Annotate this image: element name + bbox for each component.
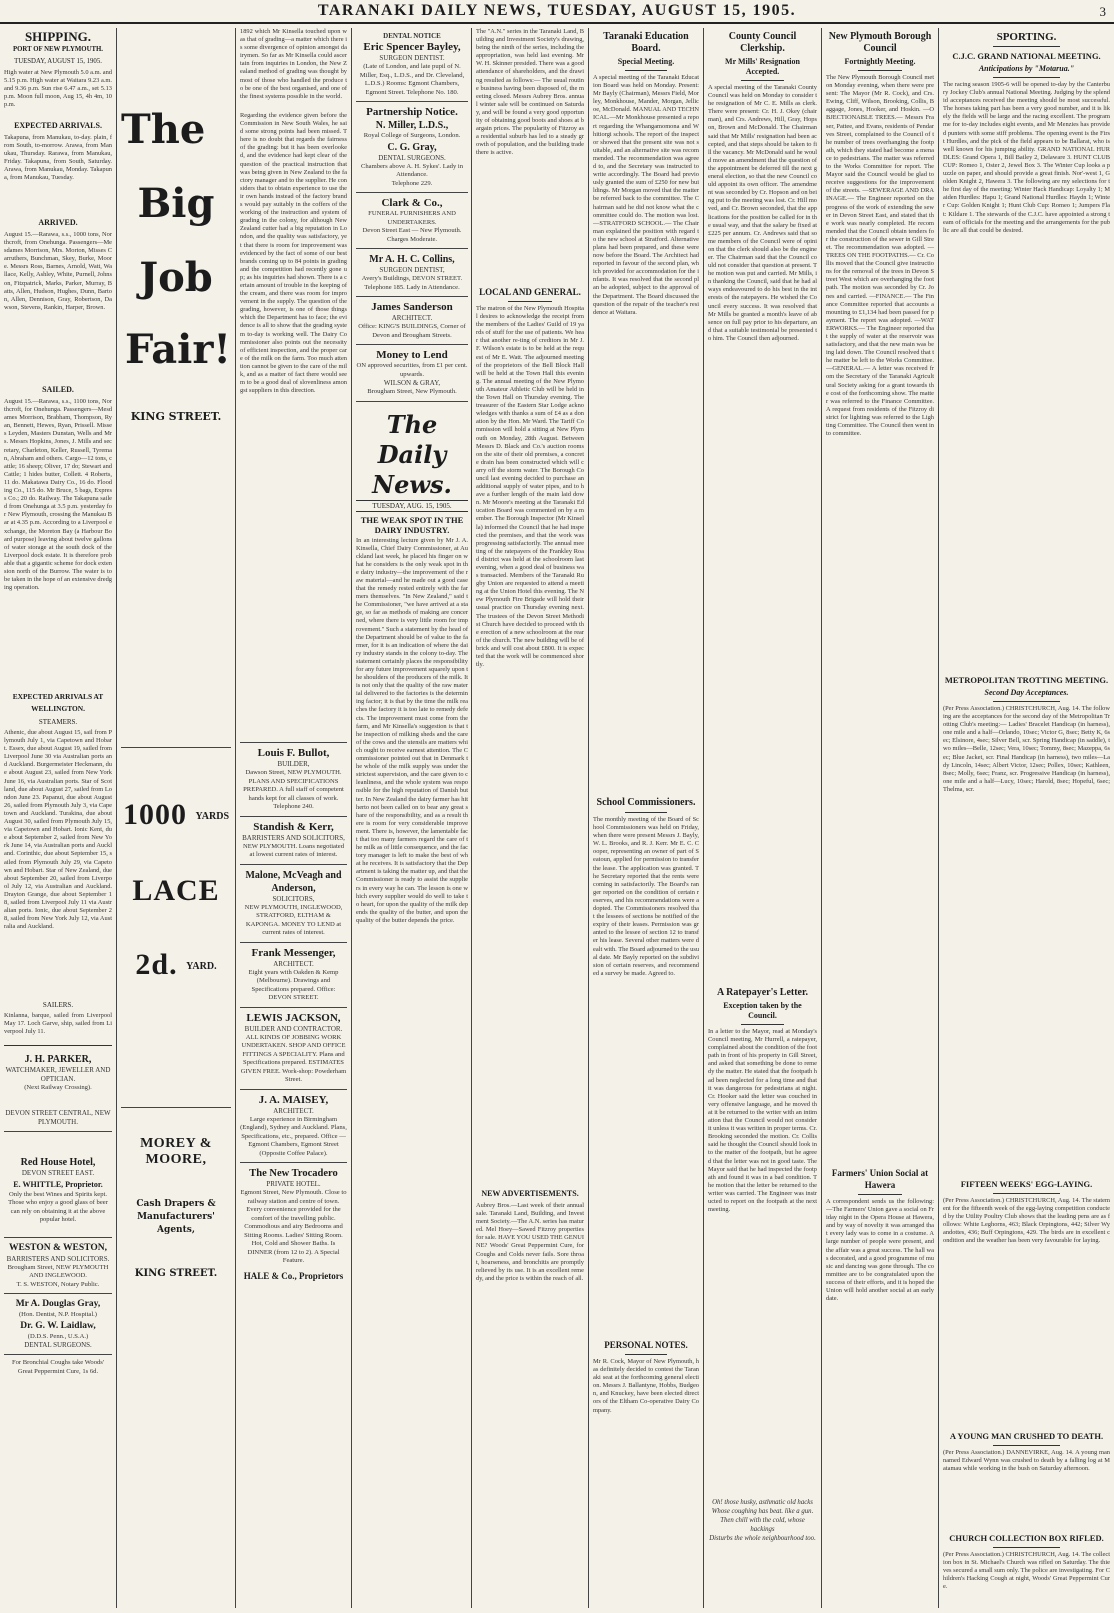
cjc-heading: C.J.C. GRAND NATIONAL MEETING. <box>952 51 1101 61</box>
col1-footer-ad: For Bronchial Coughs take Woods' Great Peppermint Cure, 1s 6d. <box>11 1359 105 1375</box>
clark-address: Devon Street East — New Plymouth. <box>362 227 462 234</box>
trocadero-advert <box>240 1163 347 1287</box>
borough-council-heading: New Plymouth Borough Council <box>828 31 932 54</box>
hotel-proprietor: E. WHITTLE, Proprietor. <box>13 1179 103 1189</box>
trocadero-name: The New Trocadero <box>249 1168 338 1179</box>
advert-word-job: Job <box>139 254 213 301</box>
education-board-heading: Taranaki Education Board. <box>603 31 689 54</box>
arrived-heading: ARRIVED. <box>38 218 78 227</box>
church-box-heading: CHURCH COLLECTION BOX RIFLED. <box>949 1533 1104 1543</box>
lace-word: LACE <box>132 874 220 908</box>
malone-advert <box>240 865 347 943</box>
column-county-council <box>704 28 822 1608</box>
weston-notary: T. S. WESTON, Notary Public. <box>16 1280 100 1288</box>
collins-sub: SURGEON DENTIST, <box>379 266 445 274</box>
expected-wellington-heading: EXPECTED ARRIVALS AT WELLINGTON. <box>12 692 104 713</box>
local-general-text: The matron of the New Plymouth Hospital desires to acknowledge the receipt from the members of the Ladies' Guild of 19 yards of stuff for the use of patients. We hear that another re-ting of creditors in Mr J. F. Wilson's estate is to be held at the request of Mr E. Watt. The adjourned meeting of the proprietors of the Bell Block Hall will be held at the Town Hall this evening. The annual meeting of the New Plymouth Amateur Athletic Club will be held in the Town Hall on Thursday evening. The treasurer of the Eastern Star Lodge acknowledges with thanks a sum of £4 as a donation by the Hon. Mr Ward. The Tariff Commission will hold a sitting at New Plymouth on Monday, 28th August. Between Messrs D. Black and Co.'s auction rooms on the site of their old premises, a concrete drain has been constructed which will carry off the storm water. The Borough Council last evening decided to purchase an additional supply of water pipes, and to have a further length of the main laid down. Mr Moore's meeting at the Taranaki Education Board was commented on by a member. The Borough Inspector (Mr Kinsella) informed the Council that he had inspected the premises, and that the work was progressing satisfactorily. The annual meeting of the ratepayers of the Frankley Road district was held at the schoolroom last evening, when a good deal of business was transacted. Members of the Taranaki Rugby Union are requested to attend a meeting at the Union Hotel this evening. The New Plymouth Fire Brigade will hold their usual practice on Thursday evening next. The trustees of the Devon Street Methodist Church have decided to proceed with the erection of a new schoolroom at the rear of the church. The new building will be of brick and will cost about £800. It is expected that the work will be commenced shortly. <box>476 305 584 669</box>
verse-line-4: Disturbs the whole neighbourhood too. <box>709 1535 816 1542</box>
spencer-sub: SURGEON DENTIST. <box>379 54 445 62</box>
col3-article-body: Regarding the evidence given before the Commission in New South Wales, he said some strong points had been missed. There is no doubt that regards the fairness of the grading: but it has been overlooked, and the evidence had kept clear of the question of the practical instruction that was being given in New Zealand to the factory manager and to the supplier. He considers that to obtain experience to use their own hands instead of the factory brands would pay suitably in the coffers of the working of the instruction and system of grading in the colony, for although New Zealand cutter had a big reputation in London, and the quality was satisfactory, yet that there is room for improvement was evidenced by the fact of some of our best brands coming up to 84 points in grading and the competition had recently gone up; as his inquiries had shown. There is a certain amount of trouble in the keeping of the cream, and there was room for improvement in the supply. The question of the grading, however, is one of those things which the Department has to face; the evidence is all to show that the grading system to-day is working well. The Dairy Commissioner also points out the necessity of efficient inspection, and the proper care of the milk on the farm. Too much attention cannot be given to the care of the milk, and as a matter of fact there would seem to be a good deal of slovenliness amongst suppliers in this direction. <box>240 112 347 395</box>
laidlaw-name: Dr. G. W. Laidlaw, <box>20 1320 96 1331</box>
ratepayer-letter-heading: A Ratepayer's Letter. <box>717 987 808 998</box>
trocadero-sub: PRIVATE HOTEL. <box>266 1180 321 1188</box>
standish-sub: BARRISTERS AND SOLICITORS, <box>242 833 345 842</box>
hotel-copy: Only the best Wines and Spirits kept. Those who enjoy a good glass of beer can rely on obtaining it at the above popular hotel. <box>8 1190 108 1223</box>
ratepayer-letter-text: In a letter to the Mayor, read at Monday's Council meeting, Mr Hurrell, a ratepayer, complained about the condition of the footpath in front of his property in Gill Street, and asked that something be done to remedy the matter. He stated that the footpath had been neglected for a long time and that it was dangerous for pedestrians at night. Cr. Hooker said the letter was couched in very offensive language, and he moved that it be returned to the writer with an intimation that the Council would not consider it unless it was written in proper terms. Cr. Brooking seconded the motion. Cr. Collis said he thought the Council should look into the matter of the footpath, but he agreed that the letter was not in good taste. The Mayor said that he had inspected the footpath and found it was in a bad condition. The motion that the letter be returned to the writer was carried. The Engineer was instructed to report on the footpath at the next meeting. <box>708 1028 817 1214</box>
column-shipping <box>0 28 117 1608</box>
bullot-name: Louis F. Bullot, <box>257 747 330 759</box>
cjc-subhead: Anticipations by "Motarua." <box>978 64 1075 73</box>
education-board-subhead: Special Meeting. <box>617 57 675 66</box>
steamers-heading: STEAMERS. <box>38 718 78 726</box>
sailed-text: August 15.—Rarawa, s.s., 1100 tons, Northcroft, for Onehunga. Passengers—Mesdames Morrison, Brabham, Thompson, Ryan, Bennett, Hewes, Ryan, Prissell. Misses Leyden, Masters Dunstan, Wells and Mrs. Messrs Hopkins, Jones, J. Mills and secretary, Charleton, Keller, Russell, Tyreman, Abraham and others. Cargo—12 tons, cattle; 16 sheep; Oliver, 17 do; Stewart and Cattle; 1 hides butter, Collett. 4 Roberts, 11 do. Makatawa Dairy Co., 16 do. Flooding Co., 115 do. Mr Bruce, 5 bags, Express Co.; 20 do. Railway. The Takapuna sailed from Onehunga at 3.5 p.m. yesterday for New Plymouth, crossing the Manukau Bar at 4.35 p.m. According to a Liverpool exchange, the Moreton Bay (a Harbour Board purpose) leaving about twelve gallons of water storage at the south dock of the Liverpool dock estate. It is therefore probable that a gigantic scheme for dock extension north of the Burrow. The water is to be taken in the hope of an extensive dredging operation. <box>4 398 112 592</box>
money-heading: Money to Lend <box>376 349 448 361</box>
morey-moore-advert <box>121 1108 231 1280</box>
farmers-union-heading: Farmers' Union Social at Hawera <box>831 1168 929 1190</box>
sailers-heading: SAILERS. <box>42 1001 74 1009</box>
clerkship-subhead: Mr Mills' Resignation Accepted. <box>725 57 800 76</box>
clark-name: Clark & Co., <box>381 197 443 209</box>
lace-price-value: 2d. <box>135 948 178 982</box>
verse-line-1: Oh! those husky, asthmatic old hacks <box>712 1499 813 1506</box>
trotting-heading: METROPOLITAN TROTTING MEETING. <box>944 675 1109 685</box>
church-box-text: (Per Press Association.) CHRISTCHURCH, Aug. 14. The collection box in St. Michael's Church was rifled on Saturday. The thieves secured a small sum only. The police are investigating. For Children's Hacking Cough at night, Woods' Great Peppermint Cure. <box>943 1551 1110 1591</box>
weston-name: WESTON & WESTON, <box>9 1242 107 1253</box>
col3-top-continuation: 1892 which Mr Kinsella touched upon was that of grading—a matter which there is some divergence of opinion amongst dairymen. So far as Mr Kinsella could ascertain from inquiries in London, the New Zealand method of grading was thought by most of those who handled the produce to be one of the best organised, and one of the finest systems possible in the world. <box>240 28 347 100</box>
money-advert <box>356 345 468 402</box>
new-ads-heading: NEW ADVERTISEMENTS. <box>481 1189 579 1198</box>
wilson-address: Brougham Street, New Plymouth. <box>367 388 457 395</box>
verse-line-3: Then chill with the cold, whose hackings <box>720 1517 805 1533</box>
cjc-text: The racing season 1905-6 will be opened to-day by the Canterbury Jockey Club's annual National Meeting. Judging by the splendid acceptances received the meeting should be most successful. The horses taking part has been a very good number, and it is likely the fields will be large and the racing excellent. The programme for to-day includes eight events, and Mr Menzies has provided punters with some stiff problems. The opening event is the First Hurdles, and the pick of the field appears to be Ballarat, who is well known for his jumping ability. GRAND NATIONAL HURDLES: Grand Opera 1, Bill Bailey 2, Delaware 3. HUNT CLUB CUP: Romeo 1, Oster 2, Jewel Box 3. The Winter Cup looks a puzzle on paper, and should provide a great finish. Nor'-west 1, Golden Knight 2, Hawera 3. The following are my selections for the first day of the meeting: Winter Hack Handicap: Loyalty 1; Maiden Hurdles: Hapu 1; Grand National Hurdles: Haydn 1; Winter Cup: Golden Knight 1; Hunt Club Cup: Romeo 1; Jumpers Flat: Kildare 1. The stewards of the C.J.C. have appointed a strong team of officials for the meeting and the arrangements for the public are all that could be desired. <box>943 81 1110 234</box>
maisey-copy: Large experience in Birmingham (England), Sydney and Auckland. Plans, Specifications, etc., prepared. Office — Egmont Chambers, Egmont Street (Opposite Coffee Palace). <box>240 1115 347 1157</box>
partnership-phone: Telephone 229. <box>391 179 433 187</box>
ratepayer-letter-subhead: Exception taken by the Council. <box>723 1001 802 1020</box>
red-house-hotel-advert <box>4 1132 112 1238</box>
big-job-fair-advert <box>121 108 231 748</box>
malone-copy: NEW PLYMOUTH, INGLEWOOD, STRATFORD, ELTHAM & KAPONGA. MONEY TO LEND at current rates of interest. <box>244 903 343 936</box>
weston-advert <box>4 1238 112 1295</box>
tide-table: High water at New Plymouth 5.0 a.m. and 5.15 p.m. High water at Waitara 9.23 a.m. and 9.36 p.m. Sun rise 6.47 a.m., set 5.13 p.m. Moon full moon, Aug 15, 4h 4m, 10 p.m. <box>4 69 112 109</box>
morey-moore-street: KING STREET. <box>134 1268 218 1279</box>
local-general-heading: LOCAL AND GENERAL. <box>479 287 581 297</box>
editorial-paper-title: The Daily News. <box>372 409 452 499</box>
parker-name: J. H. PARKER, <box>24 1054 92 1065</box>
editorial-leader-heading: THE WEAK SPOT IN THE DAIRY INDUSTRY. <box>360 514 464 535</box>
directory-and-leader <box>352 28 472 1608</box>
lace-price-unit: YARD. <box>186 961 217 973</box>
gray-laidlaw-advert <box>4 1294 112 1355</box>
hotel-name: Red House Hotel, <box>20 1156 96 1168</box>
sanderson-name: James Sanderson <box>371 301 453 313</box>
trocadero-proprietors: HALE & Co., Proprietors <box>243 1270 344 1281</box>
clerkship-text: A special meeting of the Taranaki County Council was held on Monday to consider the resignation of Mr C. E. Mills as clerk. There were present: Cr. H. J. Okey (chairman), and Crs. Andrews, Hill, Gray, Hopson, Brown and McDonald. The Chairman said that Mr Mills' resignation had been accepted, and that steps should be taken to fill the vacancy. Mr McDonald said he would move an amendment that the question of the appointment be deferred till the next general election, so that the new Council could appoint its own officer. The amendment was seconded by Cr. Hopson and on being put to the meeting was lost. Cr. Hill moved, and Cr. Brown seconded, that the applications for the position be called for in the usual way, and that the salary be fixed at £225 per annum. Cr. Andrews said that some members of the Council were of opinion that the clerk should also be the engineer. The Chairman said that the Council could not consider that question at present. The motion was put and carried. Mr Mills, in thanking the Council, said that he had always endeavoured to do his best in the interests of the ratepayers. He wished the Council every success. It was resolved that Mr Mills be granted a month's leave of absence on full pay prior to his departure, and that a suitable testimonial be presented to him. The Council then adjourned. <box>708 84 817 342</box>
gray-sub: (Hon. Dentist, N.P. Hospital.) <box>18 1311 98 1318</box>
crushed-heading: A YOUNG MAN CRUSHED TO DEATH. <box>949 1431 1104 1441</box>
trotting-subhead: Second Day Acceptances. <box>984 688 1069 697</box>
jackson-sub: BUILDER AND CONTRACTOR. <box>244 1024 343 1033</box>
shipping-heading: SHIPPING. <box>24 29 92 44</box>
sanderson-copy: Office: KING'S BUILDINGS, Corner of Devon and Brougham Streets. <box>358 323 466 339</box>
masthead <box>0 0 1114 24</box>
arrived-text: August 15.—Rarawa, s.s., 1000 tons, Northcroft, from Onehunga. Passengers—Mesdames Morrison, Mrs. Morton, Misses Carruthers, Bunchman, Skey, Burke, Moore. Messrs Ross, Barnes, Arnold, Watt, Wallace, Kelly, Ashley, White, Purnell, Johnson, Fitzpatrick, Marks, Parker, Murray, Batts, Allen, Hudson, Hughes, Dunn, Barton, Allen, Dennison, Gray, Robertson, Dawson, Stevens, Rankin, Harper, Brown. <box>4 231 112 311</box>
column-big-job-fair <box>117 28 236 1608</box>
bullot-advert <box>240 742 347 817</box>
parker-street: DEVON STREET CENTRAL, NEW PLYMOUTH. <box>5 1108 111 1126</box>
bullot-sub: BUILDER, <box>277 760 310 768</box>
verse-line-2: Whose coughing has beat. like a gun. <box>711 1508 814 1515</box>
egg-laying-text: (Per Press Association.) CHRISTCHURCH, Aug. 14. The statement for the fifteenth week of the egg-laying competition conducted by the Utility Poultry Club shows that the leading pens are as follows: White Leghorns, 463; Black Orpingtons, 442; Silver Wyandottes, 436; Buff Orpingtons, 429. The birds are in excellent condition and the weather has been very favourable for laying. <box>943 1197 1110 1245</box>
gray-name-2: C. G. Gray, <box>387 141 437 153</box>
standish-copy: NEW PLYMOUTH. Loans negotiated at lowest current rates of interest. <box>242 842 345 858</box>
editorial-date: TUESDAY, AUG. 15, 1905. <box>356 500 468 512</box>
page-number: 3 <box>1099 4 1106 19</box>
advert-word-big: Big <box>137 180 215 227</box>
partnership-copy: Chambers above A. H. Sykes'. Lady in Attendance. <box>360 162 464 178</box>
money-copy: ON approved securities, from £1 per cent. upwards. <box>356 362 468 378</box>
lace-quantity-unit: YARDS <box>195 811 230 823</box>
malone-sub: SOLICITORS, <box>272 894 315 903</box>
column-education-board <box>589 28 704 1608</box>
messenger-sub: ARCHITECT. <box>273 959 314 968</box>
expected-arrivals-text: Takapuna, from Manukau, to-day. plain, from South, to-morrow. Arawa, from Manukau, Thursday. Rarawa, from Manukau, Friday. Takapuna, from South, Saturday. Arawa, from Manukau, Monday. Takapuna, from Manukau, Tuesday. <box>4 134 112 182</box>
wilson-gray: WILSON & GRAY, <box>383 379 441 387</box>
miller-name: N. Miller, L.D.S., <box>375 120 449 131</box>
weston-address: Brougham Street, NEW PLYMOUTH AND INGLEWOOD. <box>7 1263 109 1279</box>
miller-copy: Royal College of Surgeons, London. <box>363 132 461 139</box>
messenger-advert <box>240 943 347 1008</box>
column-professional-and-leader <box>236 28 472 1608</box>
lace-quantity-number: 1000 <box>122 798 187 831</box>
maisey-name: J. A. MAISEY, <box>258 1093 329 1106</box>
crushed-text: (Per Press Association.) DANNEVIRKE, Aug. 14. A young man named Edward Wynn was crushed to death by a falling log at Matamau while working in the bush on Saturday afternoon. <box>943 1449 1110 1473</box>
sailers-text: Kinlanna, barque, sailed from Liverpool May 17. Loch Garve, ship, sailed from Liverpool July 11. <box>4 1012 112 1036</box>
dental-notice-advert <box>356 28 468 102</box>
spencer-name: Eric Spencer Bayley, <box>363 41 461 53</box>
collins-copy: Avery's Buildings, DEVON STREET. Telephone 185. Lady in Attendance. <box>361 275 463 291</box>
clark-copy: Charges Moderate. <box>386 235 438 243</box>
sporting-heading: SPORTING. <box>996 31 1057 43</box>
school-commissioners-heading: School Commissioners. <box>596 797 696 808</box>
sailed-heading: SAILED. <box>42 385 74 394</box>
standish-name: Standish & Kerr, <box>253 820 334 833</box>
editorial-leader-text: In an interesting lecture given by Mr J. A. Kinsella, Chief Dairy Commissioner, at Auckland last week, he placed his finger on what he considers is the only weak spot in the dairy industry—the improvement of the raw material—and he made out a good case that the remedy rested entirely with the farmers themselves. "In New Zealand," said the Commissioner, "we have arrived at a stage, so far as methods of making are concerned, where there is very little room for improvement." Such a statement by the head of the Department should be of value to the farmer, for it is an indication of where the dairy industry stands in the colony to-day. The statement certainly places the responsibility for any future improvement squarely upon the shoulders of the producers of the milk. It is not only that the quality of the raw material delivered to the factories is the determining factor; it is that by the time the milk reaches the factory it is too late to remedy defects. The improvement must come from the farm, and Mr Kinsella's suggestion is that the inspection of milking sheds and the care of the cows and the utensils are matters which ought to receive earnest attention. The Commissioner pointed out that in Denmark the whole of the milk supply was under the strictest supervision, and the care given to cleanliness, and the whole system was responsible for the high reputation of Danish butter. In New Zealand the dairy farmer has hitherto not been called on to bear any great share of the responsibility, and as a result there is room for very considerable improvement. There is, however, the lamentable fact that too many farmers regard the care of the milk as of little consequence, and the factory manager is left to make the best of what he receives. It is satisfactory that the Department is taking the matter up, and that the Commissioner is ready to assist the suppliers in every way he can. The lesson is one which every supplier would do well to take to heart, for upon the quality of the milk depends the quality of the butter, and upon the quality of the butter depends the price. <box>356 536 468 924</box>
new-ads-text: Aubrey Bros.—Last week of their annual sale. Taranaki Land, Building, and Investment Society.—The A.N. series has matured. Mel Hoey—Sawed Fitzroy properties for sale. HAVE YOU USED THE GENUINE? Woods' Great Peppermint Cure, for Coughs and Colds never fails. Sore throat, hoarseness, and bronchitis are promptly relieved by its use. It is an excellent remedy, and the price is within the reach of all. <box>476 1202 584 1282</box>
school-commissioners-text: The monthly meeting of the Board of School Commissioners was held on Friday, when there were present Messrs J. Bayly, W. L. Brooks, and R. J. Kerr. Mr E. C. Cooper, representing an owner of part of Seatoun, applied for permission to transfer the lease. The application was granted. The Secretary reported that the rents were coming in satisfactorily. The Board's ranger reported on the condition of certain reserves, and his recommendations were adopted. The Commissioners resolved that the lessees of sections be notified of the expiry of their leases. Permission was granted to the lessee of section 12 to transfer his lease. Several other matters were dealt with. The Board adjourned to the usual date. Mr Bayly reported on the subdivision of certain reserves, and recommended a survey be made. Agreed to. <box>593 816 699 977</box>
advert-street: KING STREET. <box>130 410 222 423</box>
laidlaw-trade: DENTAL SURGEONS. <box>24 1341 92 1349</box>
spencer-copy: (Late of London, and late pupil of N. Miller, Esq., L.D.S., and Dr. Cleveland, L.D.S.) Rooms: Egmont Chambers, Egmont Street. Telephone No. 180. <box>359 63 465 96</box>
parker-trade: WATCHMAKER, JEWELLER AND OPTICIAN. <box>5 1066 111 1083</box>
steamers-text: Athenic, due about August 15, sail from Plymouth July 1, via Capetown and Hobart. Essex, due about August 19, sailed from Liverpool June 30 via Australian ports and Auckland. Burgermeister Heckmann, due about August 23, sailed from New York June 16, via Australian ports. Star of Scotland, due about August 27, sailed from London June 23. Papanui, due about August 26, sailed from Plymouth July 3, via Capetown and Auckland. Turakina, due about August 30, sailed from Plymouth July 15, via Capetown and Hobart. Ionic Kent, due about September 2, sailed from New York June 14, via Australian ports and Auckland. Corinthic, due about September 15, sailed from Plymouth July 29, via Capetown and Hobart. Star of New Zealand, due about September 20, sailed from Liverpool July 12, via Australian and Auckland. Drayton Grange, due about September 18, sailed from Liverpool July 11 via Australian ports. Ionic, due about September 28, sailed from New York July 12, via Australia and Auckland. <box>4 729 112 931</box>
jackson-name: LEWIS JACKSON, <box>246 1011 341 1024</box>
messenger-copy: Eight years with Oakden & Kemp (Melbourne). Drawings and Specifications prepared. Office: DEVON STREET. <box>248 968 339 1001</box>
lace-quantity <box>121 798 231 834</box>
column-local-general <box>472 28 589 1608</box>
advert-word-the: The <box>121 106 206 153</box>
clerkship-heading: County Council Clerkship. <box>728 31 797 54</box>
weston-trade: BARRISTERS AND SOLICITORS. <box>6 1254 110 1263</box>
borough-council-text: The New Plymouth Borough Council met on Monday evening, when there were present: The Mayor (Mr R. Cock), and Crs. Ewing, Cliff, Wilson, Brooking, Collis, Baggage, Jones, Hooker, and Hoskin. —OBJECTIONABLE TREES.— Messrs Fraser, Pattee, and Evans, residents of Pendarves Street, complained to the Council of the number of trees overhanging the footpath, which they stated had become a menace to pedestrians. The matter was referred to the Works Committee for report. The Mayor said the Council would be glad to receive suggestions for the improvement of the streets. —SEWERAGE AND DRAINAGE.— The Engineer reported on the progress of the work of extending the sewer in Devon Street East, and stated that the work was nearly completed. He recommended that the Council obtain tenders for the construction of the sewer in Gill Street. The recommendation was adopted. —TREES ON THE FOOTPATHS.— Cr. Collis moved that the Council give instructions for the removal of the trees in Devon Street West which are overhanging the footpath. The motion was seconded by Cr. Jones and carried. —FINANCE.— The Finance Committee reported that accounts amounting to £1,134 had been passed for payment. The report was adopted. —WATERWORKS.— The Engineer reported that the supply of water at the reservoir was satisfactory, and that the new main was being laid down. The Council resolved that the matter be left to the Works Committee. —GENERAL.— A letter was received from the Secretary of the Taranaki Agricultural Society asking for a grant towards the cost of the forthcoming show. The matter was referred to the Finance Committee. A request from residents of the Fitzroy district for lighting was referred to the Lighting Committee. The Council then went into committee. <box>826 74 934 438</box>
bullot-copy: Dawson Street, NEW PLYMOUTH. PLANS AND SPECIFICATIONS PREPARED. A full staff of competent hands kept for all classes of work. Telephone 240. <box>243 769 344 810</box>
borough-council-subhead: Fortnightly Meeting. <box>844 57 916 66</box>
collins-advert <box>356 249 468 297</box>
laidlaw-sub: (D.D.S. Penn., U.S.A.) <box>27 1332 89 1340</box>
parker-note: (Next Railway Crossing). <box>24 1084 92 1091</box>
parker-advert <box>4 1049 112 1132</box>
personal-notes-heading: PERSONAL NOTES. <box>604 1340 688 1350</box>
partnership-advert <box>356 102 468 193</box>
maisey-advert <box>240 1090 347 1164</box>
hotel-street: DEVON STREET EAST. <box>21 1168 95 1177</box>
malone-name: Malone, McVeagh and Anderson, <box>245 869 342 894</box>
port-line: PORT OF NEW PLYMOUTH. <box>12 46 104 53</box>
gray-name: Mr A. Douglas Gray, <box>15 1299 101 1309</box>
education-board-text: A special meeting of the Taranaki Education Board was held on Monday. Present: Mr Bayly (Chairman), Messrs Field, Morley, Monkhouse, Mander, Morgan, Jellicoe, McDonald. MANUAL AND TECHNICAL.—Mr Monkhouse presented a report regarding the Whangamomona and Whitiorgi schools. The report of the inspector showed that the present site was not suitable, and an alternative site was recommended. The recommendation was agreed to, and the Secretary was instructed to write accordingly. The Board had previously granted the sum of £250 for new buildings. Mr Morgan moved that the matter be referred back to the committee. The Chairman said he did not know what the committee could do. The motion was lost. —STRATFORD SCHOOL.— The Chairman explained the position with regard to the new school at Stratford. Alternative plans had been prepared, and these were now before the Board. The Architect had reported in favour of the second plan, which provided for accommodation for the infants. It was resolved that the second plan be adopted, subject to the approval of the Department. The Board discussed the question of the repair of the teacher's residence at Waitara. <box>593 74 699 316</box>
egg-laying-heading: FIFTEEN WEEKS' EGG-LAYING. <box>960 1179 1093 1189</box>
dental-surgeons: DENTAL SURGEONS. <box>378 153 446 162</box>
expected-arrivals-heading: EXPECTED ARRIVALS. <box>14 121 102 130</box>
dental-notice: DENTAL NOTICE <box>383 32 441 40</box>
clark-sub: FUNERAL FURNISHERS AND UNDERTAKERS. <box>368 210 456 226</box>
morey-moore-name: MOREY & MOORE, <box>140 1136 212 1167</box>
lace-advert <box>121 748 231 1108</box>
collins-name: Mr A. H. C. Collins, <box>369 254 455 265</box>
jackson-copy: ALL KINDS OF JOBBING WORK UNDERTAKEN. SHOP AND OFFICE FITTINGS A SPECIALITY. Plans and Specifications prepared. ESTIMATES GIVEN FREE. Work-shop: Powderham Street. <box>240 1033 347 1083</box>
personal-notes-text: Mr R. Cock, Mayor of New Plymouth, has definitely decided to contest the Taranaki seat at the forthcoming general election. Messrs J. Ballantyne, Hobbs, Budgeon, and Knuckey, have been elected directors of the Eltham Co-operative Dairy Company. <box>593 1358 699 1414</box>
column-borough-council <box>822 28 939 1608</box>
clark-advert <box>356 193 468 249</box>
lace-price <box>121 948 231 984</box>
morey-moore-sub: Cash Drapers & Manufacturers' Agents, <box>136 1199 216 1235</box>
maisey-sub: ARCHITECT. <box>273 1106 314 1115</box>
sanderson-advert <box>356 297 468 345</box>
standish-kerr-advert <box>240 817 347 865</box>
column-sporting <box>939 28 1114 1608</box>
trocadero-copy: Egmont Street, New Plymouth. Close to railway station and centre of town. Every convenience provided for the comfort of the travelling public. Commodious and airy Bedrooms and Sitting Rooms. Ladies' Sitting Room. Hot, Cold and Shower Baths. Is DINNER (from 12 to 2). A Special Feature. <box>240 1189 347 1264</box>
date-line: TUESDAY, AUGUST 15, 1905. <box>14 58 102 65</box>
farmers-union-text: A correspondent sends us the following:—The Farmers' Union gave a social on Friday night in the Opera House at Hawera, and by way of novelty it was arranged that every lady was to come in a costume. A large number of people were present, and the affair was a great success. The hall was decorated, and a good programme of music and dancing was gone through. The committee are to be congratulated upon the success of their efforts, and it is hoped the Union will hold another social at an early date. <box>826 1198 934 1303</box>
jackson-advert <box>240 1008 347 1090</box>
col4-top-text: The "A.N." series in the Taranaki Land, Building and Investment Society's drawing, being the ninth of the series, including the appropriation, was held last evening. Mr W. H. Skinner presided. There was a good attendance of shareholders, and the drawing resulted as follows:— The usual routine business having been disposed of, the meeting closed. Messrs Aubrey Bros. annual winter sale will be continued on Saturday, and will be found a very good opportunity of obtaining good boots and shoes at bargain prices. The popularity of Fitzroy as a residential suburb has led to a steady growth of population, and the building trade there is active. <box>476 28 584 157</box>
sanderson-sub: ARCHITECT. <box>391 314 433 322</box>
advert-word-fair: Fair! <box>125 326 231 373</box>
trotting-text: (Per Press Association.) CHRISTCHURCH, Aug. 14. The following are the acceptances for the second day of the Metropolitan Trotting Club's meeting:— Ladies' Bracelet Handicap (in harness), one mile and a half—Orlando, 10sec; Victor G, 8sec; Betty K, 6sec; Elsinore, 4sec; Silver Bell, scr. Spring Handicap (in saddle), two miles—Belle, 12sec; Vera, 10sec; Tommy, 8sec; Mazeppa, 6sec; Blue Jacket, scr. Final Handicap (in harness), two miles—Lady Lincoln, 14sec; Albert Victor, 12sec; Pollex, 10sec; Kathleen, 8sec; Molly, 6sec; Franz, scr. Progressive Handicap (in harness), one mile and a half—Lucy, 10sec; Harold, 8sec; Hopeful, 6sec; Thelma, scr. <box>943 705 1110 793</box>
professional-notices <box>236 28 352 1608</box>
messenger-name: Frank Messenger, <box>251 946 336 959</box>
partnership-heading: Partnership Notice. <box>366 106 458 118</box>
masthead-title: TARANAKI DAILY NEWS, TUESDAY, AUGUST 15, 1905. <box>317 2 797 19</box>
